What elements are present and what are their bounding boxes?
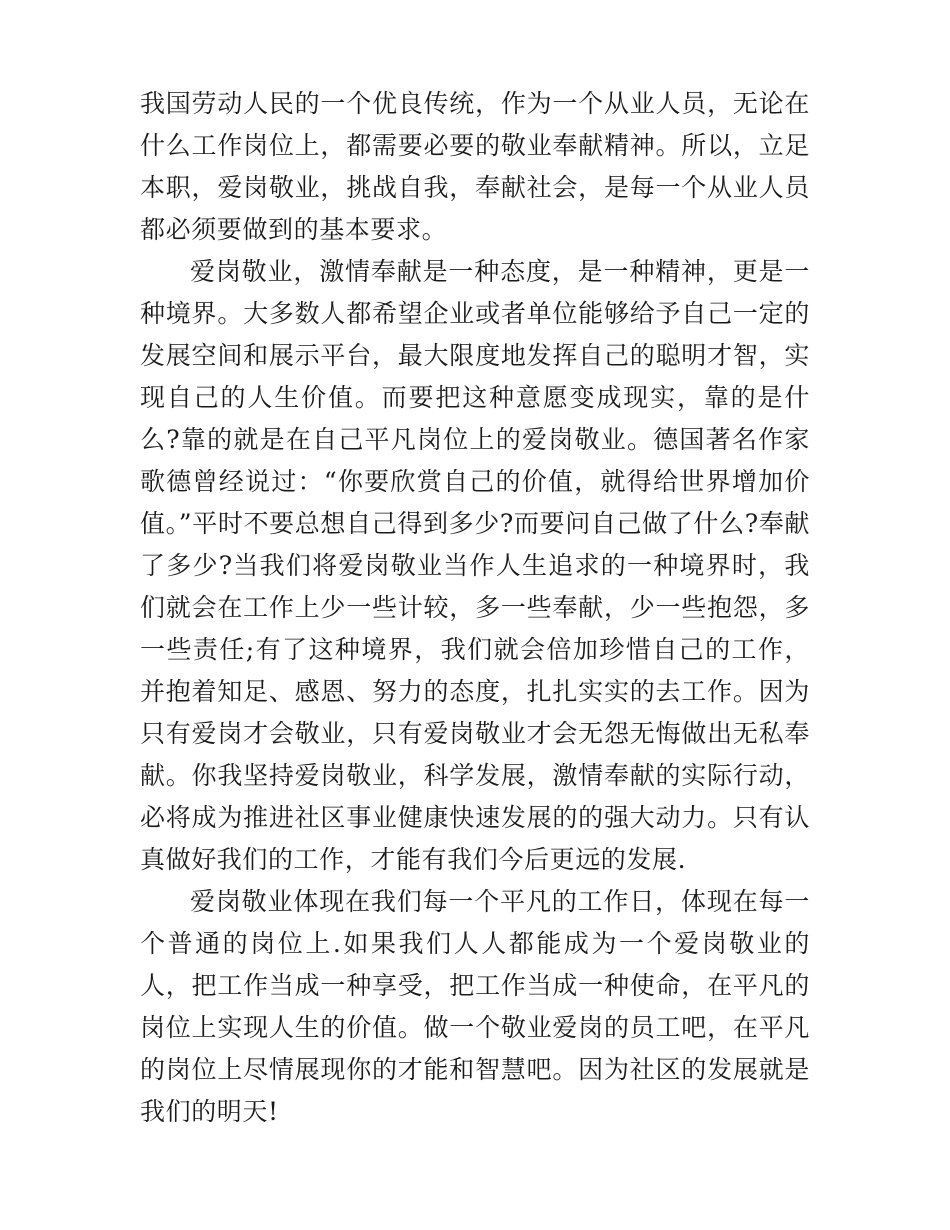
- paragraph-1: 我国劳动人民的一个优良传统，作为一个从业人员，无论在什么工作岗位上，都需要必要的敬业奉献精神。所以，立足本职，爱岗敬业，挑战自我，奉献社会，是每一个从业人员都必须要做到的基本要求。: [140, 89, 810, 244]
- body-text: [140, 83, 810, 1133]
- paragraph-3: 爱岗敬业体现在我们每一个平凡的工作日，体现在每一个普通的岗位上.如果我们人人都能成为一个爱岗敬业的人，把工作当成一种享受，把工作当成一种使命，在平凡的岗位上实现人生的价值。做一个敬业爱岗的员工吧，在平凡的岗位上尽情展现你的才能和智慧吧。因为社区的发展就是我们的明天!: [140, 887, 810, 1126]
- paragraph-2: 爱岗敬业，激情奉献是一种态度，是一种精神，更是一种境界。大多数人都希望企业或者单位能够给予自己一定的发展空间和展示平台，最大限度地发挥自己的聪明才智，实现自己的人生价值。而要把这种意愿变成现实，靠的是什么?靠的就是在自己平凡岗位上的爱岗敬业。德国著名作家歌德曾经说过：“你要欣赏自己的价值，就得给世界增加价值。”平时不要总想自己得到多少?而要问自己做了什么?奉献了多少?当我们将爱岗敬业当作人生追求的一种境界时，我们就会在工作上少一些计较，多一些奉献，少一些抱怨，多一些责任;有了这种境界，我们就会倍加珍惜自己的工作，并抱着知足、感恩、努力的态度，扎扎实实的去工作。因为只有爱岗才会敬业，只有爱岗敬业才会无怨无悔做出无私奉献。你我坚持爱岗敬业，科学发展，激情奉献的实际行动，必将成为推进社区事业健康快速发展的的强大动力。只有认真做好我们的工作，才能有我们今后更远的发展.: [140, 257, 810, 874]
